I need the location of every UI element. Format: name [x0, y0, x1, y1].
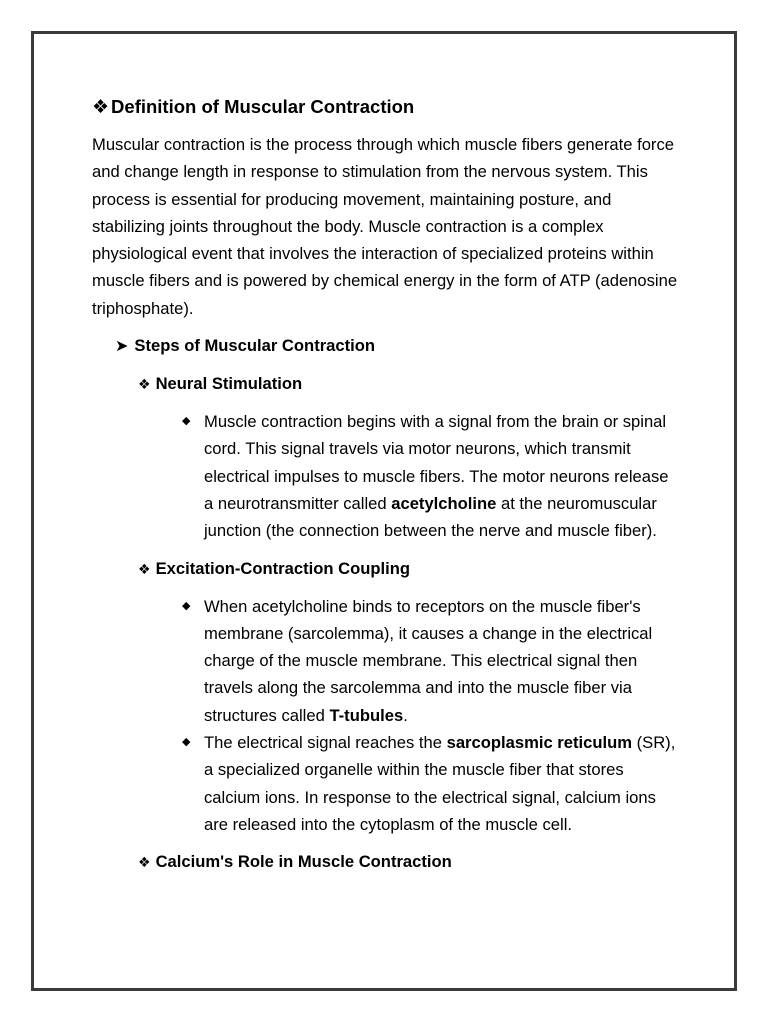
- diamond-bullet-icon: ◆: [182, 599, 191, 612]
- diamond-ornament-icon: ❖: [138, 376, 151, 393]
- diamond-bullet-icon: ◆: [182, 415, 191, 428]
- diamond-ornament-icon: ❖: [92, 97, 110, 118]
- bullet-text: When acetylcholine binds to receptors on the muscle fiber's membrane (sarcolemma), it causes a change in the electrical charge of the muscle membrane. This electrical signal then travels along the sarcolemma and into the muscle fiber via structures called: [204, 596, 653, 725]
- bullet-list: [92, 408, 682, 544]
- arrowhead-icon: ➤: [115, 338, 129, 356]
- bullet-text: The electrical signal reaches the: [204, 733, 447, 753]
- page-title-text: Definition of Muscular Contraction: [111, 96, 415, 117]
- page-frame: [31, 31, 737, 991]
- diamond-ornament-icon: ❖: [138, 560, 151, 577]
- bullet-term: T-tubules: [329, 705, 404, 725]
- list-item: [92, 729, 680, 838]
- bullet-text: (SR), a specialized organelle within the muscle fiber that stores calcium ions. In response to the electrical signal, calcium ions are released into the cytoplasm of the muscle cell.: [204, 733, 676, 834]
- section-heading-text: Neural Stimulation: [155, 374, 303, 394]
- bullet-term: sarcoplasmic reticulum: [446, 733, 632, 753]
- steps-heading-text: Steps of Muscular Contraction: [134, 336, 376, 356]
- document-content: [92, 94, 682, 875]
- section-heading-text: Calcium's Role in Muscle Contraction: [155, 852, 452, 872]
- list-item: [92, 408, 680, 544]
- bullet-term: acetylcholine: [391, 493, 497, 513]
- section-heading: [138, 371, 682, 397]
- page-title: [92, 94, 682, 121]
- bullet-list: [92, 593, 682, 839]
- section-heading-text: Excitation-Contraction Coupling: [155, 558, 410, 578]
- diamond-bullet-icon: ◆: [182, 736, 191, 749]
- list-item: [92, 593, 680, 729]
- intro-paragraph: Muscular contraction is the process through which muscle fibers generate force and change length in response to stimulation from the nervous system. This process is essential for producing movement, maintaining posture, and stabilizing joints throughout the body. Muscle contraction is a complex physiological event that involves the interaction of specialized proteins within muscle fibers and is powered by chemical energy in the form of ATP (adenosine triphosphate).: [92, 135, 678, 318]
- bullet-text: Muscle contraction begins with a signal from the brain or spinal cord. This signal travels via motor neurons, which transmit electrical impulses to muscle fibers. The motor neurons release a neurotransmitter called: [204, 412, 669, 513]
- bullet-text: at the neuromuscular junction (the connection between the nerve and muscle fiber).: [204, 493, 657, 541]
- bullet-text: .: [403, 705, 408, 725]
- section-heading: [138, 849, 682, 875]
- steps-heading: [115, 333, 682, 360]
- diamond-ornament-icon: ❖: [138, 854, 151, 871]
- section-heading: [138, 556, 682, 582]
